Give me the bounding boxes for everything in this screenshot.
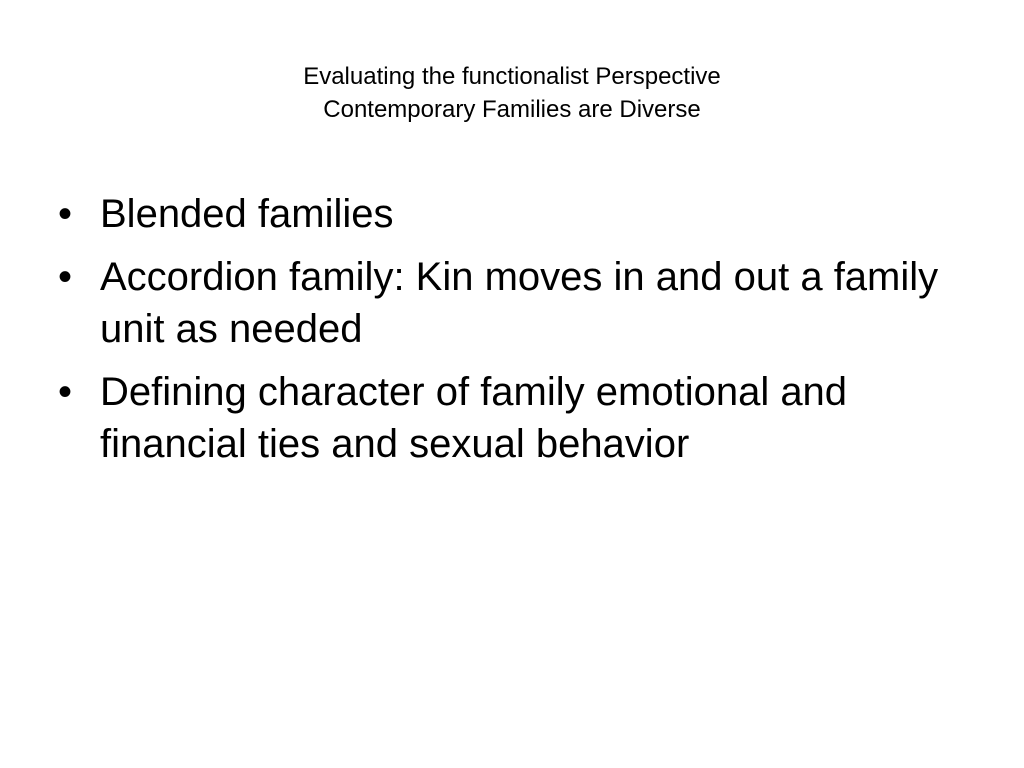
bullet-icon: • [58, 192, 73, 236]
bullet-icon: • [58, 255, 73, 299]
bullet-text: Blended families [100, 192, 394, 236]
bullet-text: Accordion family: Kin moves in and out a family unit as needed [100, 255, 939, 351]
bullet-list [58, 188, 968, 481]
slide-title [0, 60, 1024, 126]
bullet-item-defining-character [58, 366, 968, 470]
bullet-item-blended-families [58, 188, 968, 240]
title-line-1: Evaluating the functionalist Perspective [303, 63, 721, 90]
title-line-2: Contemporary Families are Diverse [323, 96, 701, 123]
bullet-text: Defining character of family emotional and financial ties and sexual behavior [100, 370, 848, 466]
bullet-icon: • [58, 370, 73, 414]
bullet-item-accordion-family [58, 251, 968, 355]
